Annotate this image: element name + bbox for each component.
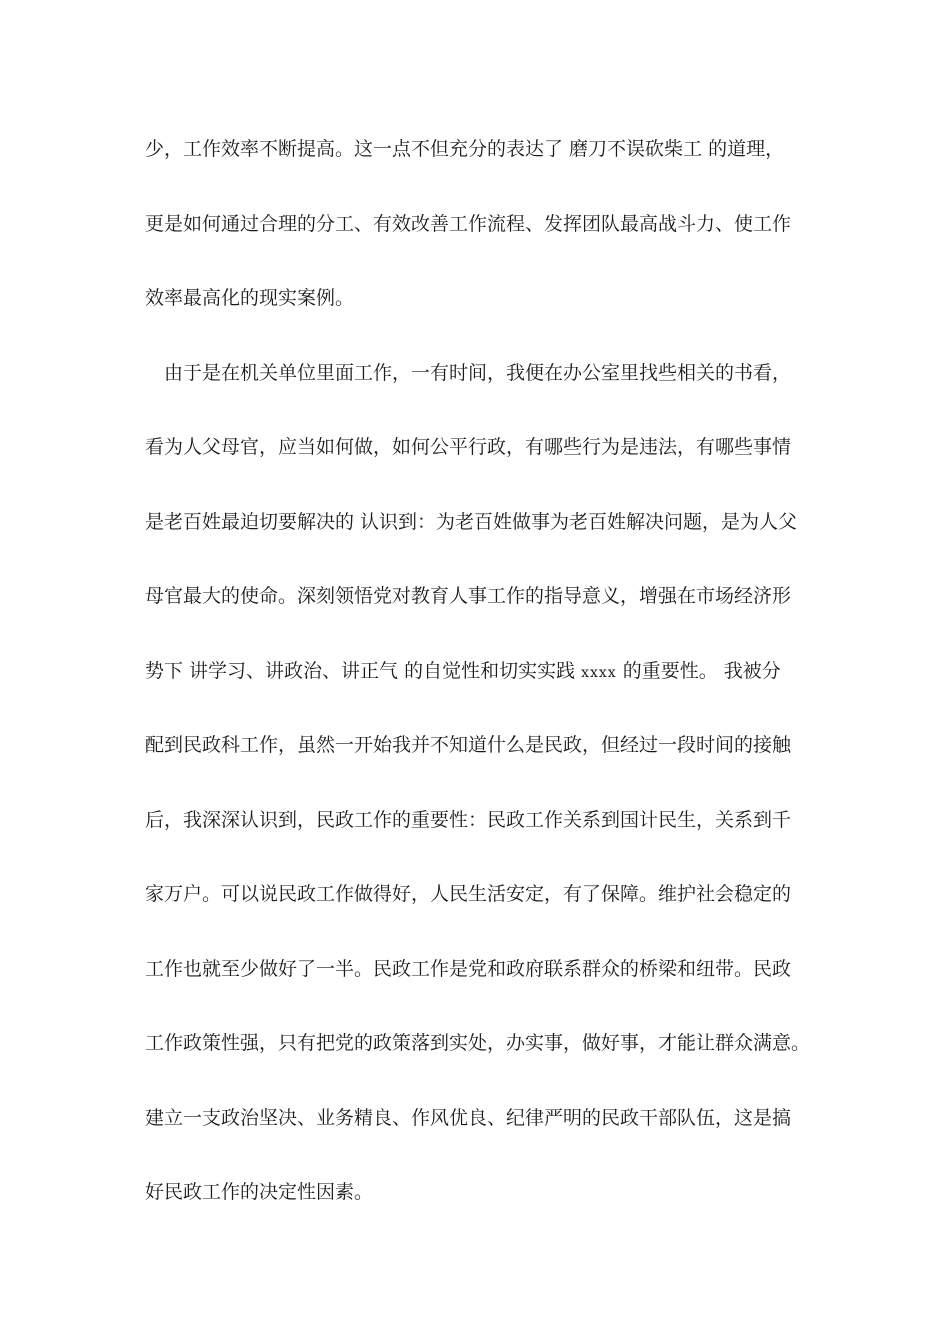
text-line: 效率最高化的现实案例。 xyxy=(145,287,355,309)
text-line: 由于是在机关单位里面工作，一有时间，我便在办公室里找些相关的书看， xyxy=(145,361,792,384)
text-line: 更是如何通过合理的分工、有效改善工作流程、发挥团队最高战斗力、使工作 xyxy=(145,212,792,235)
text-line xyxy=(145,634,810,709)
text-line: 少，工作效率不断提高。这一点不但充分的表达了 磨刀不误砍柴工 的道理， xyxy=(145,138,785,160)
text-segment: 势下 讲学习、讲政治、讲正气 的自觉性和切实实践 xyxy=(145,659,582,682)
text-line: 是老百姓最迫切要解决的 认识到：为老百姓做事为老百姓解决问题，是为人父 xyxy=(145,510,798,533)
text-line: 建立一支政治坚决、业务精良、作风优良、纪律严明的民政干部队伍，这是搞 xyxy=(145,1106,792,1129)
text-line: 家万户。可以说民政工作做得好，人民生活安定，有了保障。维护社会稳定的 xyxy=(145,883,792,905)
text-segment: 的重要性。 我被分 xyxy=(616,659,781,682)
document-body xyxy=(145,112,810,1230)
text-line: 工作政策性强，只有把党的政策落到实处，办实事，做好事，才能让群众满意。 xyxy=(145,1032,811,1054)
text-line: 好民政工作的决定性因素。 xyxy=(145,1181,374,1203)
text-line: 工作也就至少做好了一半。民政工作是党和政府联系群众的桥梁和纽带。民政 xyxy=(145,957,792,980)
text-line: 后，我深深认识到，民政工作的重要性：民政工作关系到国计民生，关系到千 xyxy=(145,808,792,831)
placeholder-code: xxxx xyxy=(581,664,617,681)
text-line: 配到民政科工作，虽然一开始我并不知道什么是民政，但经过一段时间的接触 xyxy=(145,734,792,756)
text-line: 母官最大的使命。深刻领悟党对教育人事工作的指导意义，增强在市场经济形 xyxy=(145,585,792,607)
text-line: 看为人父母官，应当如何做，如何公平行政，有哪些行为是违法，有哪些事情 xyxy=(145,436,792,458)
